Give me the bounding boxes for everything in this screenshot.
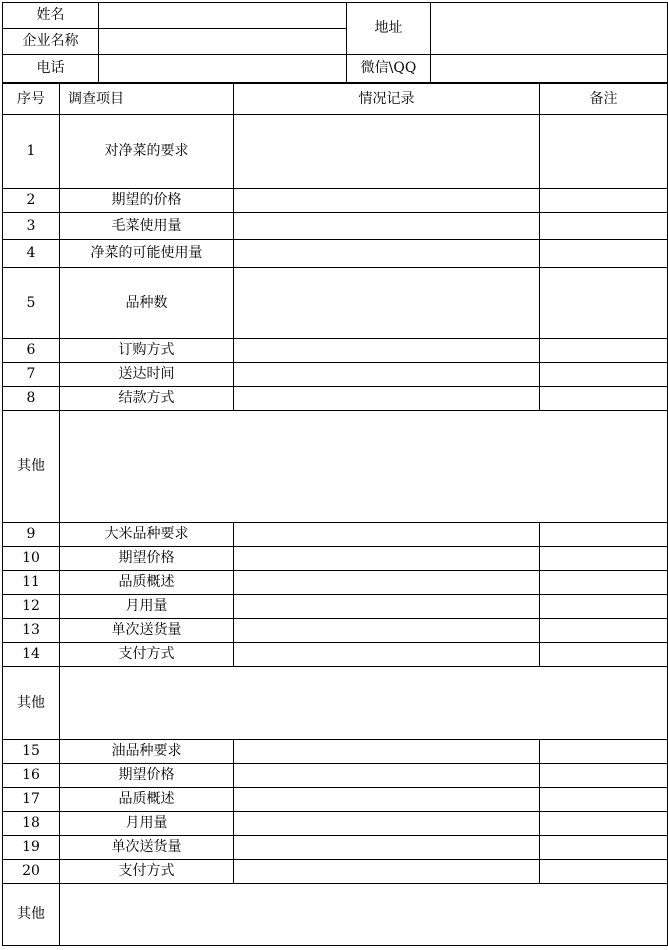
row-no: 11 — [3, 571, 60, 595]
record-cell[interactable] — [234, 547, 540, 571]
remark-cell[interactable] — [540, 643, 668, 667]
record-cell[interactable] — [234, 523, 540, 547]
table-header-row — [3, 84, 668, 115]
table-row — [3, 595, 668, 619]
row-no: 10 — [3, 547, 60, 571]
table-row — [3, 860, 668, 884]
record-cell[interactable] — [234, 595, 540, 619]
other-notes-cell[interactable] — [60, 667, 668, 740]
remark-cell[interactable] — [540, 115, 668, 189]
record-cell[interactable] — [234, 788, 540, 812]
row-no: 6 — [3, 339, 60, 363]
row-item: 品种数 — [60, 268, 234, 339]
row-item: 大米品种要求 — [60, 523, 234, 547]
contact-info-table — [2, 2, 668, 83]
row-no: 4 — [3, 240, 60, 268]
row-item: 单次送货量 — [60, 619, 234, 643]
name-value-cell[interactable] — [99, 3, 347, 29]
row-item: 支付方式 — [60, 860, 234, 884]
record-cell[interactable] — [234, 189, 540, 213]
row-item: 月用量 — [60, 595, 234, 619]
record-cell[interactable] — [234, 339, 540, 363]
table-row — [3, 812, 668, 836]
remark-cell[interactable] — [540, 571, 668, 595]
remark-cell[interactable] — [540, 788, 668, 812]
other-label: 其他 — [3, 884, 60, 946]
table-row — [3, 547, 668, 571]
table-row — [3, 571, 668, 595]
row-no: 12 — [3, 595, 60, 619]
phone-value-cell[interactable] — [99, 55, 347, 83]
wechat-qq-value-cell[interactable] — [431, 55, 668, 83]
name-label: 姓名 — [3, 3, 99, 29]
address-value-cell[interactable] — [431, 3, 668, 55]
row-no: 1 — [3, 115, 60, 189]
remark-cell[interactable] — [540, 860, 668, 884]
table-row — [3, 643, 668, 667]
row-no: 18 — [3, 812, 60, 836]
row-no: 2 — [3, 189, 60, 213]
row-no: 17 — [3, 788, 60, 812]
row-item: 期望的价格 — [60, 189, 234, 213]
record-cell[interactable] — [234, 812, 540, 836]
row-no: 20 — [3, 860, 60, 884]
remark-cell[interactable] — [540, 595, 668, 619]
row-item: 油品种要求 — [60, 740, 234, 764]
other-notes-cell[interactable] — [60, 411, 668, 523]
row-item: 毛菜使用量 — [60, 213, 234, 240]
record-cell[interactable] — [234, 740, 540, 764]
remark-cell[interactable] — [540, 189, 668, 213]
remark-cell[interactable] — [540, 836, 668, 860]
table-row — [3, 115, 668, 189]
survey-table — [2, 83, 668, 946]
row-no: 19 — [3, 836, 60, 860]
record-cell[interactable] — [234, 764, 540, 788]
row-item: 结款方式 — [60, 387, 234, 411]
record-cell[interactable] — [234, 619, 540, 643]
row-no: 16 — [3, 764, 60, 788]
other-row — [3, 667, 668, 740]
table-row — [3, 523, 668, 547]
table-row — [3, 339, 668, 363]
row-no: 7 — [3, 363, 60, 387]
row-no: 3 — [3, 213, 60, 240]
record-cell[interactable] — [234, 643, 540, 667]
column-header-no: 序号 — [3, 84, 60, 115]
other-notes-cell[interactable] — [60, 884, 668, 946]
row-no: 15 — [3, 740, 60, 764]
record-cell[interactable] — [234, 571, 540, 595]
table-row — [3, 788, 668, 812]
remark-cell[interactable] — [540, 268, 668, 339]
column-header-item: 调查项目 — [60, 84, 234, 115]
row-item: 支付方式 — [60, 643, 234, 667]
row-no: 5 — [3, 268, 60, 339]
table-row — [3, 189, 668, 213]
table-row — [3, 213, 668, 240]
record-cell[interactable] — [234, 860, 540, 884]
row-item: 订购方式 — [60, 339, 234, 363]
remark-cell[interactable] — [540, 812, 668, 836]
remark-cell[interactable] — [540, 547, 668, 571]
row-item: 品质概述 — [60, 788, 234, 812]
remark-cell[interactable] — [540, 740, 668, 764]
remark-cell[interactable] — [540, 240, 668, 268]
other-label: 其他 — [3, 667, 60, 740]
other-row — [3, 411, 668, 523]
address-label: 地址 — [347, 3, 431, 55]
table-row — [3, 387, 668, 411]
row-item: 对净菜的要求 — [60, 115, 234, 189]
row-item: 单次送货量 — [60, 836, 234, 860]
column-header-record: 情况记录 — [234, 84, 540, 115]
remark-cell[interactable] — [540, 619, 668, 643]
row-item: 期望价格 — [60, 764, 234, 788]
record-cell[interactable] — [234, 268, 540, 339]
other-row — [3, 884, 668, 946]
row-no: 13 — [3, 619, 60, 643]
table-row — [3, 836, 668, 860]
row-item: 品质概述 — [60, 571, 234, 595]
record-cell[interactable] — [234, 363, 540, 387]
remark-cell[interactable] — [540, 213, 668, 240]
other-label: 其他 — [3, 411, 60, 523]
phone-label: 电话 — [3, 55, 99, 83]
table-row — [3, 740, 668, 764]
record-cell[interactable] — [234, 836, 540, 860]
row-no: 9 — [3, 523, 60, 547]
column-header-remark: 备注 — [540, 84, 668, 115]
remark-cell[interactable] — [540, 523, 668, 547]
row-item: 月用量 — [60, 812, 234, 836]
record-cell[interactable] — [234, 213, 540, 240]
table-row — [3, 268, 668, 339]
record-cell[interactable] — [234, 115, 540, 189]
row-item: 送达时间 — [60, 363, 234, 387]
company-name-label: 企业名称 — [3, 29, 99, 55]
row-item: 净菜的可能使用量 — [60, 240, 234, 268]
company-name-value-cell[interactable] — [99, 29, 347, 55]
row-item: 期望价格 — [60, 547, 234, 571]
table-row — [3, 363, 668, 387]
remark-cell[interactable] — [540, 387, 668, 411]
record-cell[interactable] — [234, 387, 540, 411]
wechat-qq-label: 微信\QQ — [347, 55, 431, 83]
row-no: 8 — [3, 387, 60, 411]
table-row — [3, 619, 668, 643]
table-row — [3, 764, 668, 788]
row-no: 14 — [3, 643, 60, 667]
record-cell[interactable] — [234, 240, 540, 268]
remark-cell[interactable] — [540, 339, 668, 363]
table-row — [3, 240, 668, 268]
remark-cell[interactable] — [540, 764, 668, 788]
remark-cell[interactable] — [540, 363, 668, 387]
